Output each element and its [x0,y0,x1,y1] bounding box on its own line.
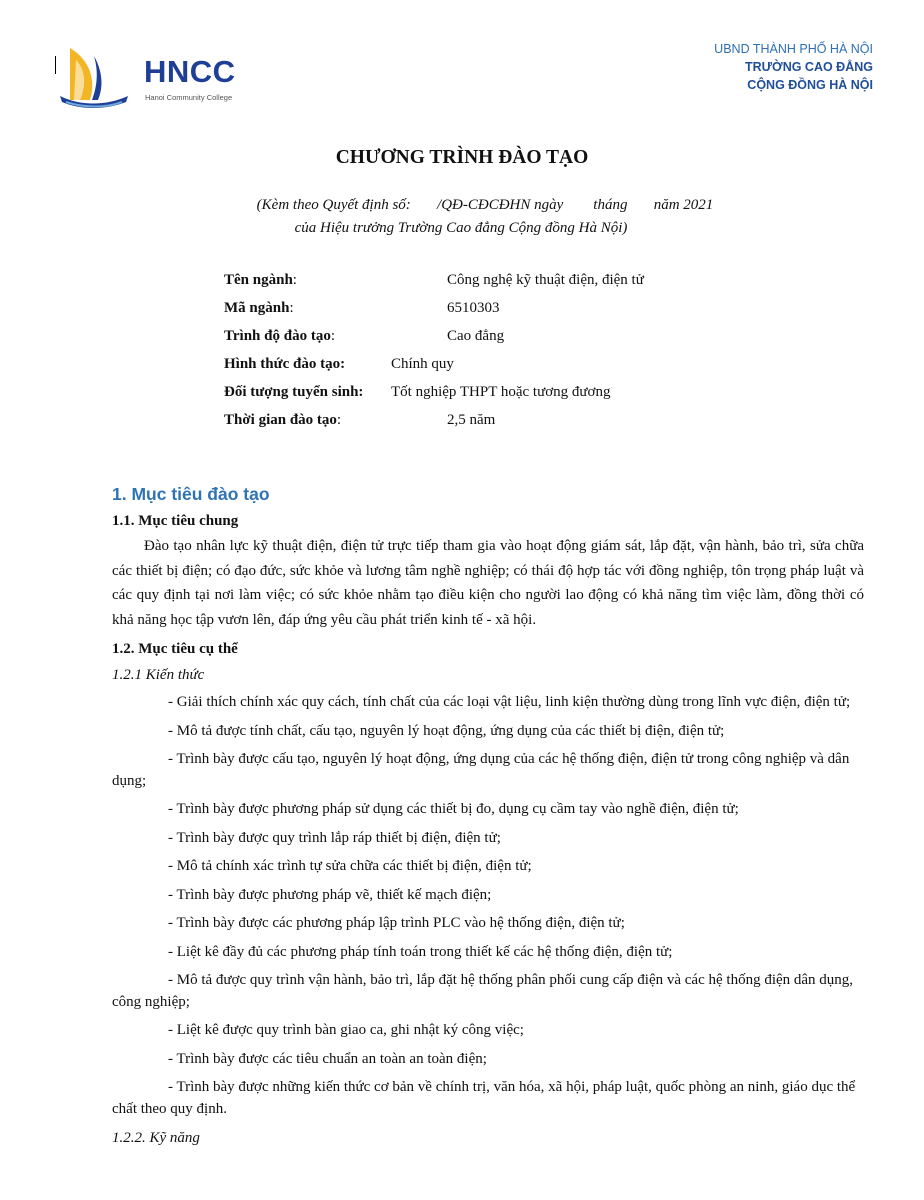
decision-reference [0,194,924,240]
list-item: - Mô tả được tính chất, cấu tạo, nguyên lý hoạt động, ứng dụng của các thiết bị điện, điện tử; [168,722,725,739]
org-line-3: CỘNG ĐỒNG HÀ NỘI [747,78,873,92]
list-item: - Giải thích chính xác quy cách, tính chất của các loại vật liệu, linh kiện thường dùng trong lĩnh vực điện, điện tử; [168,694,851,710]
info-label: Trình độ đào tạo [224,328,331,344]
section-heading: 1. Mục tiêu đào tạo [112,484,270,504]
info-value: Tốt nghiệp THPT hoặc tương đương [391,384,611,400]
knowledge-heading: 1.2.1 Kiến thức [112,667,205,683]
list-item: - Liệt kê được quy trình bàn giao ca, ghi nhật ký công việc; [168,1022,524,1038]
list-item: - Mô tả chính xác trình tự sửa chữa các thiết bị điện, điện tử; [168,858,532,874]
knowledge-list [112,692,864,1120]
info-label: Mã ngành [224,300,290,316]
info-value: 6510303 [447,300,500,316]
list-item: - Trình bày được các phương pháp lập trình PLC vào hệ thống điện, điện tử; [168,915,625,931]
info-label: Hình thức đào tạo [224,356,341,372]
list-item: - Mô tả được quy trình vận hành, bảo trì, lắp đặt hệ thống phân phối cung cấp điện và các hệ thống điện dân dụng, công nghiệp; [112,972,854,1010]
skills-heading: 1.2.2. Kỹ năng [112,1130,200,1146]
document-body [112,482,864,1149]
info-label: Tên ngành [224,272,293,288]
sail-logo-icon [56,46,136,110]
list-item: - Trình bày được cấu tạo, nguyên lý hoạt động, ứng dụng của các hệ thống điện, điện tử trong công nghiệp và dân dụng; [112,751,850,789]
subsection-heading: 1.1. Mục tiêu chung [112,513,239,529]
logo-wordmark: HNCC [144,54,236,89]
info-value: Chính quy [391,356,454,372]
decision-line-1: (Kèm theo Quyết định số: /QĐ-CĐCĐHN ngày tháng năm 2021 [256,197,714,213]
list-item: - Trình bày được các tiêu chuẩn an toàn an toàn điện; [168,1050,487,1067]
info-label: Đối tượng tuyển sinh [224,384,359,400]
list-item: - Trình bày được phương pháp vẽ, thiết kế mạch điện; [168,886,492,903]
list-item: - Trình bày được quy trình lắp ráp thiết bị điện, điện tử; [168,829,501,846]
org-line-1: UBND THÀNH PHỐ HÀ NỘI [714,42,873,56]
list-item: - Liệt kê đầy đủ các phương pháp tính toán trong thiết kế các hệ thống điện, điện tử; [168,943,673,960]
college-logo [56,46,256,110]
info-value: Cao đẳng [447,328,505,344]
org-line-2: TRƯỜNG CAO ĐẲNG [745,60,873,74]
list-item: - Trình bày được những kiến thức cơ bản về chính trị, văn hóa, xã hội, pháp luật, quốc phòng an ninh, giáo dục thể chất theo quy định. [112,1079,856,1117]
info-label: Thời gian đào tạo [224,412,337,428]
logo-subtitle: Hanoi Community College [145,93,233,102]
document-title: CHƯƠNG TRÌNH ĐÀO TẠO [335,147,589,168]
decision-line-2: của Hiệu trưởng Trường Cao đẳng Cộng đồng Hà Nội) [294,220,628,236]
general-objective-paragraph: Đào tạo nhân lực kỹ thuật điện, điện tử trực tiếp tham gia vào hoạt động giám sát, lắp đặt, vận hành, bảo trì, sửa chữa các thiết bị điện; có đạo đức, sức khỏe và lương tâm nghề nghiệp; có thái độ hợp tác với đồng nghiệp, tôn trọng pháp luật và các quy định tại nơi làm việc; có sức khỏe nhằm tạo điều kiện cho người lao động có khả năng tìm việc làm, đồng thời có khả năng học tập vươn lên, đáp ứng yêu cầu phát triển kinh tế - xã hội. [112,538,864,628]
subsection-heading: 1.2. Mục tiêu cụ thể [112,641,238,657]
info-value: 2,5 năm [447,412,496,428]
list-item: - Trình bày được phương pháp sử dụng các thiết bị đo, dụng cụ cầm tay vào nghề điện, điện tử; [168,801,739,817]
organization-block [714,40,873,94]
info-value: Công nghệ kỹ thuật điện, điện tử [447,272,644,288]
